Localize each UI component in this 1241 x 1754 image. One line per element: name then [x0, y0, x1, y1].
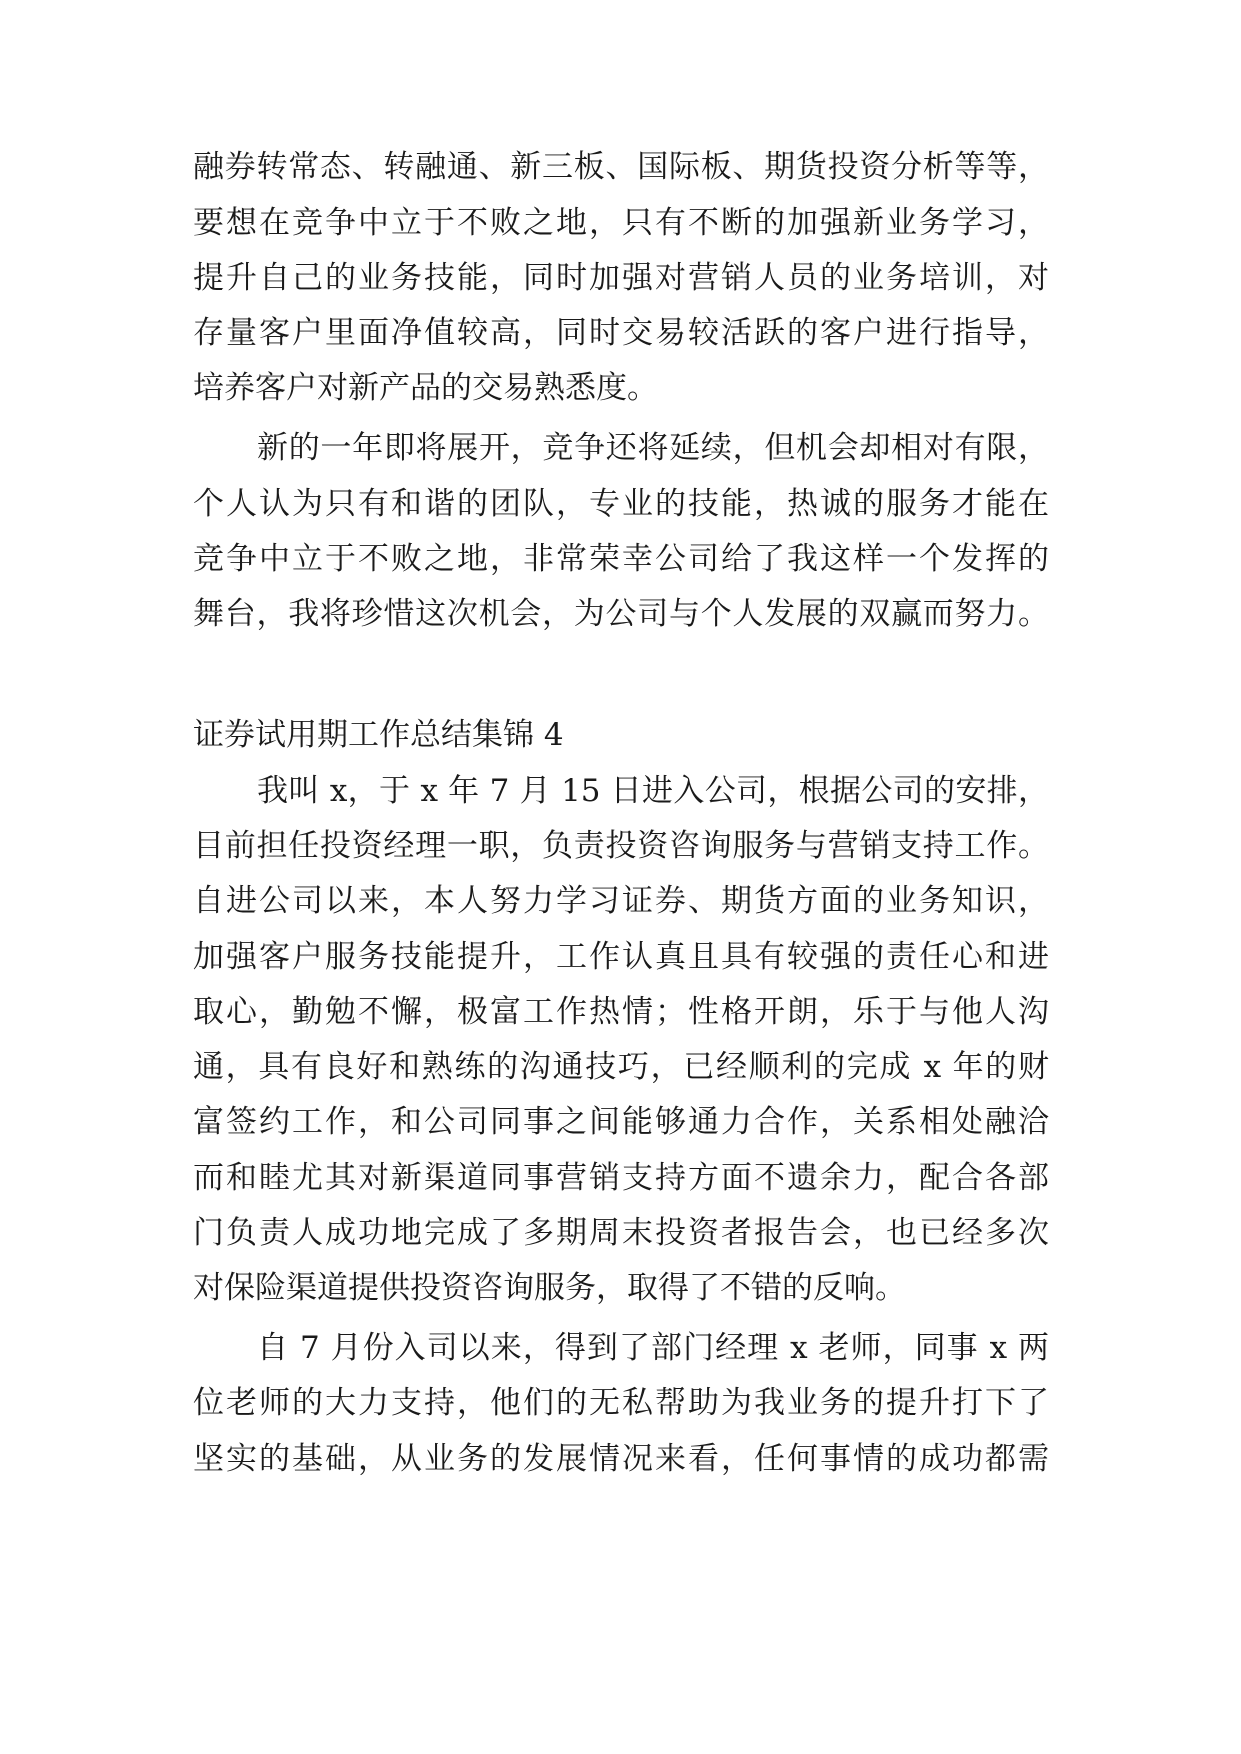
text-line: 我叫 x，于 x 年 7 月 15 日进入公司，根据公司的安排，: [257, 773, 1049, 809]
text-line: 竞争中立于不败之地，非常荣幸公司给了我这样一个发挥的: [193, 541, 1049, 577]
text-line: 位老师的大力支持，他们的无私帮助为我业务的提升打下了: [193, 1385, 1049, 1421]
text-line: 通，具有良好和熟练的沟通技巧，已经顺利的完成 x 年的财: [193, 1049, 1049, 1085]
text-line: 取心，勤勉不懈，极富工作热情；性格开朗，乐于与他人沟: [193, 994, 1049, 1030]
text-line: 加强客户服务技能提升，工作认真且具有较强的责任心和进: [193, 939, 1049, 975]
section-heading: 证券试用期工作总结集锦 4: [193, 717, 564, 753]
text-line: 存量客户里面净值较高，同时交易较活跃的客户进行指导，: [193, 315, 1049, 351]
text-line: 而和睦尤其对新渠道同事营销支持方面不遗余力，配合各部: [193, 1160, 1049, 1196]
text-line: 目前担任投资经理一职，负责投资咨询服务与营销支持工作。: [193, 828, 1049, 864]
text-line: 自 7 月份入司以来，得到了部门经理 x 老师，同事 x 两: [257, 1330, 1049, 1366]
text-line: 提升自己的业务技能，同时加强对营销人员的业务培训，对: [193, 260, 1049, 296]
text-line: 富签约工作，和公司同事之间能够通力合作，关系相处融洽: [193, 1104, 1049, 1140]
text-line: 坚实的基础，从业务的发展情况来看，任何事情的成功都需: [193, 1441, 1049, 1477]
text-line: 自进公司以来，本人努力学习证券、期货方面的业务知识，: [193, 883, 1049, 919]
text-line: 融券转常态、转融通、新三板、国际板、期货投资分析等等，: [193, 149, 1049, 185]
text-line: 个人认为只有和谐的团队，专业的技能，热诚的服务才能在: [193, 486, 1049, 522]
text-line: 舞台，我将珍惜这次机会，为公司与个人发展的双赢而努力。: [193, 596, 1049, 632]
text-line: 门负责人成功地完成了多期周末投资者报告会，也已经多次: [193, 1215, 1049, 1251]
text-line: 新的一年即将展开，竞争还将延续，但机会却相对有限，: [257, 430, 1049, 466]
text-line: 要想在竞争中立于不败之地，只有不断的加强新业务学习，: [193, 205, 1049, 241]
text-line: 对保险渠道提供投资咨询服务，取得了不错的反响。: [193, 1270, 906, 1306]
text-line: 培养客户对新产品的交易熟悉度。: [193, 370, 658, 406]
